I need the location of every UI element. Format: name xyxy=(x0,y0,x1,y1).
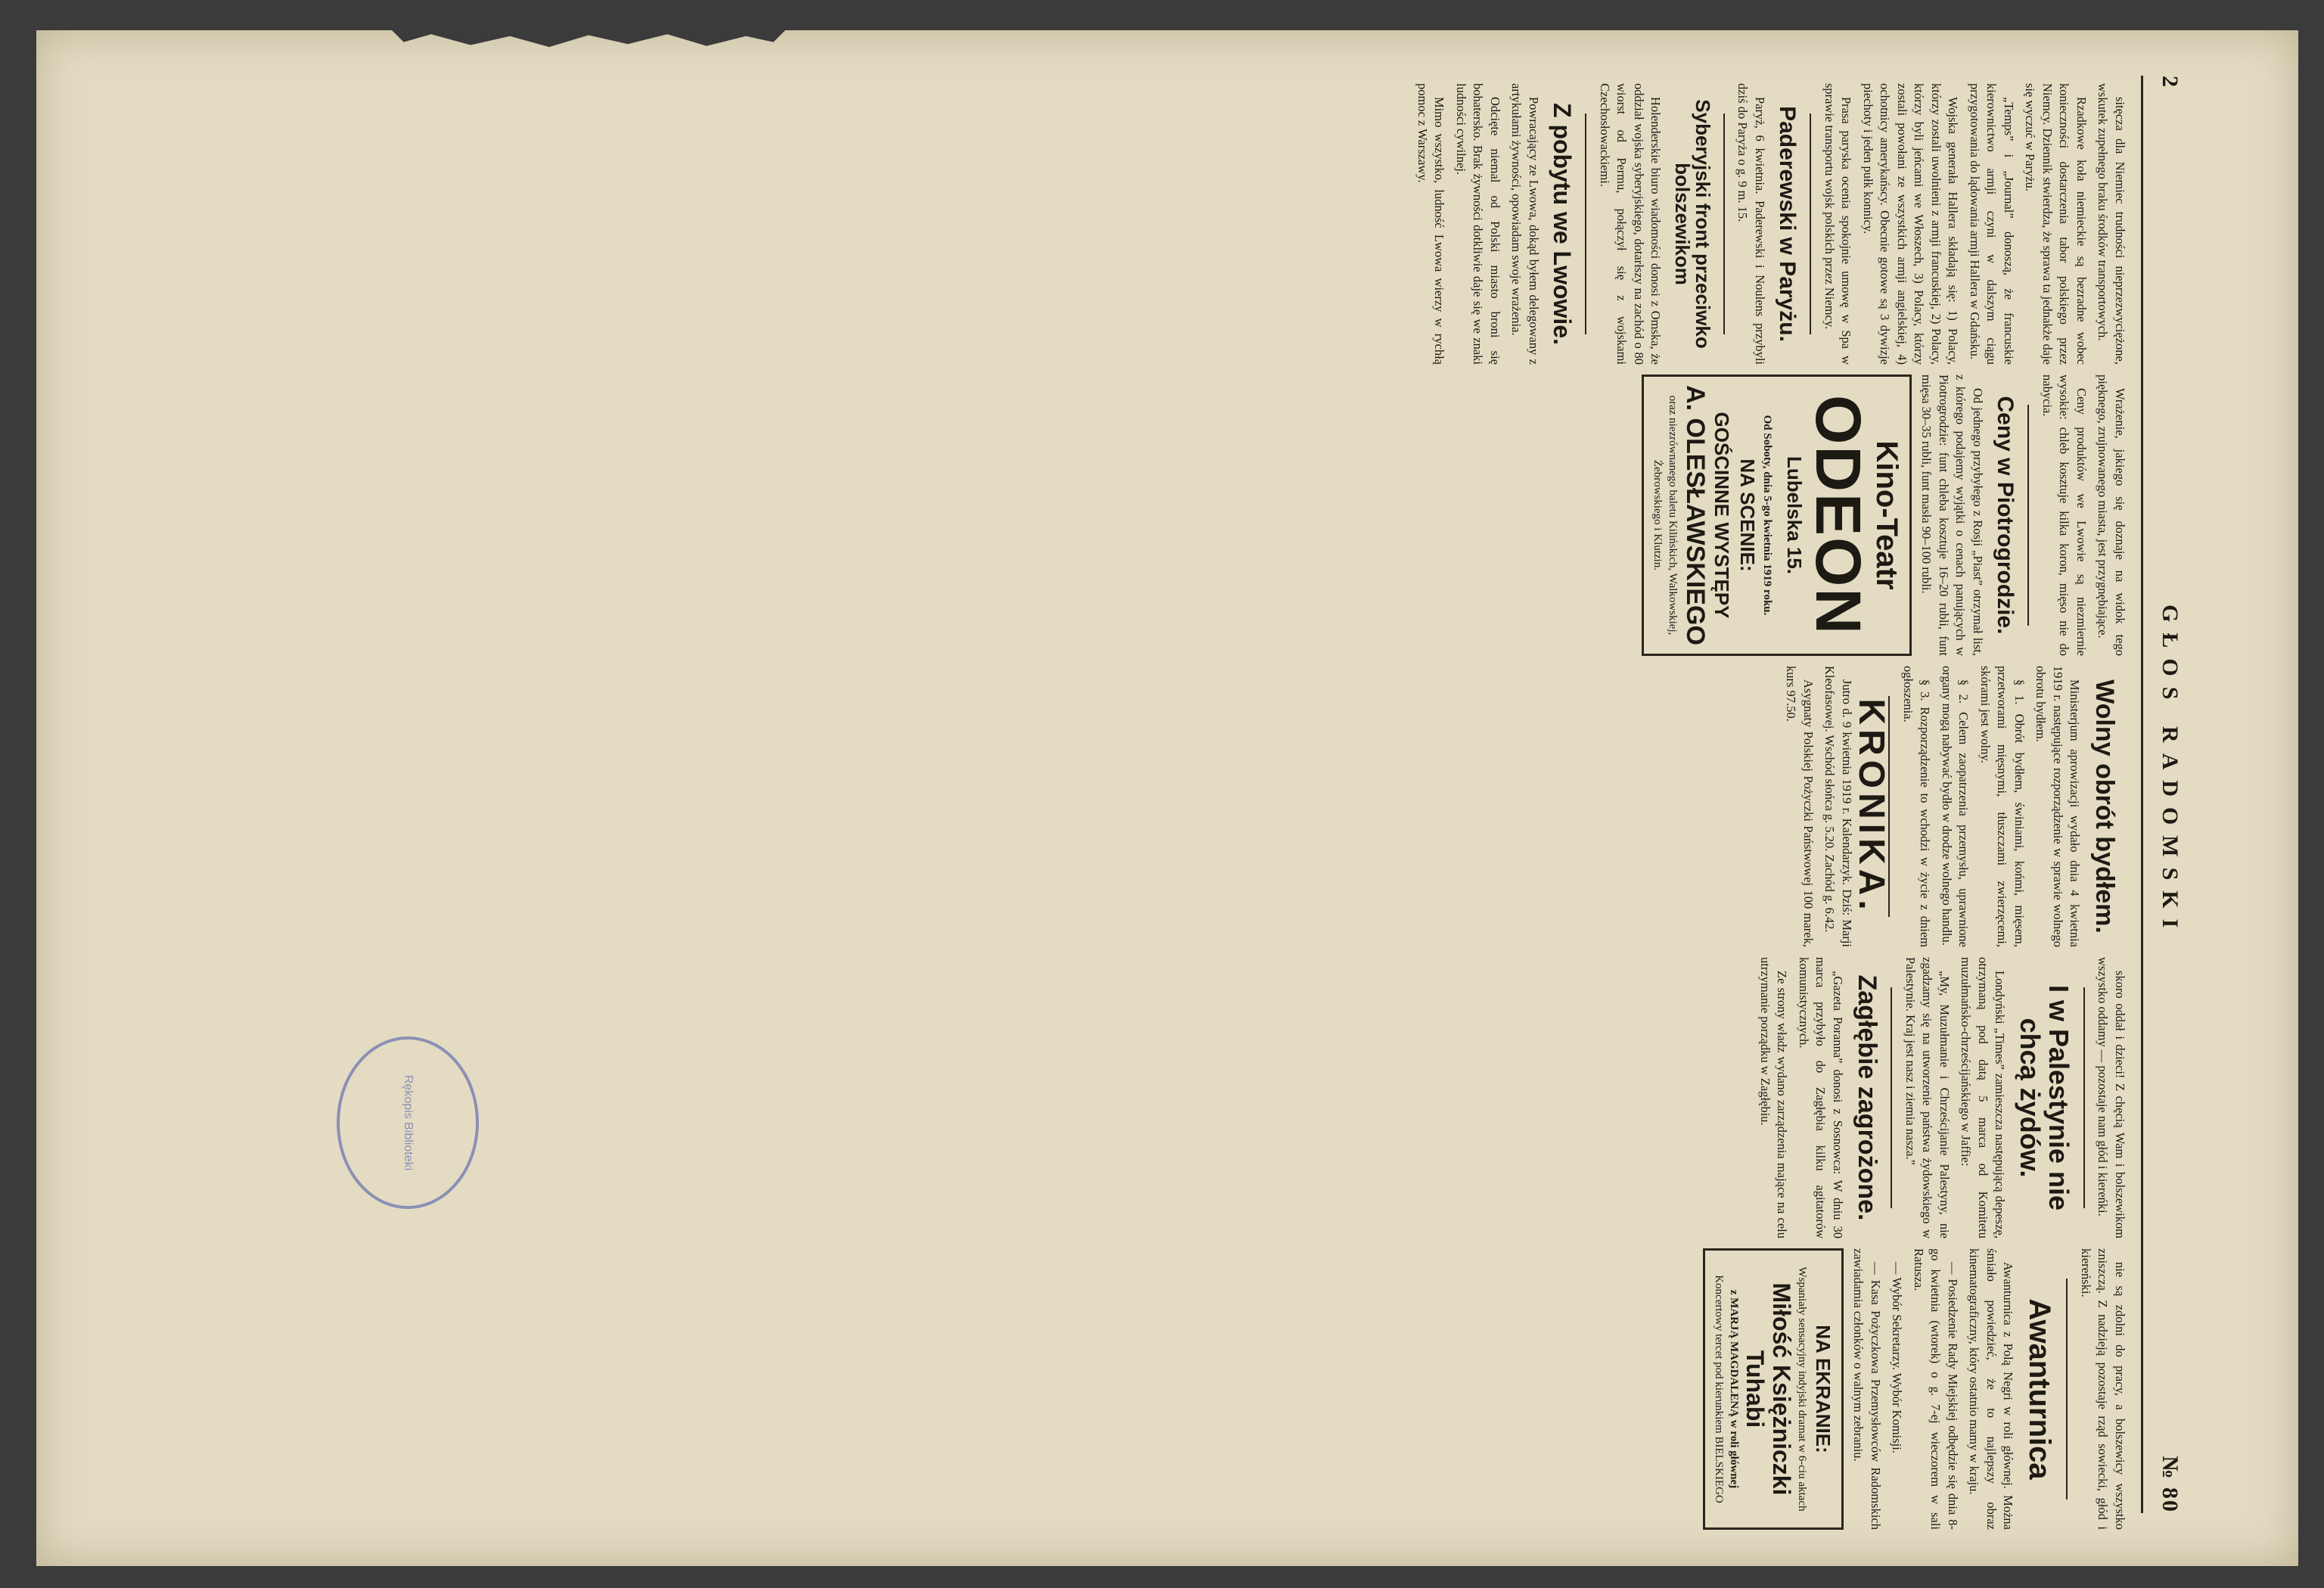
film-advertisement xyxy=(1703,1248,1844,1530)
announcement: — Wybór Sekretarzy. Wybór Komisji. xyxy=(1890,1262,1905,1453)
page-header xyxy=(2147,76,2192,1513)
article-paragraph: Od jednego przybyłego z Rosji „Piast” otrzymał list, z którego podajemy wyjątki o cenach panujących w Piotrogrodzie: funt chleba kosztuje 16–20 rubli, funt mięsa 30–35 rubli, funt masła 90–100 rubli. xyxy=(1919,374,1985,656)
article-paragraph: Ministerjum aprowizacji wydało dnia 4 kwietnia 1919 r. następujące rozporządzenie w sprawie wolnego obrotu bydłem. xyxy=(2034,666,2083,947)
article-paragraph: Odcięte niemal od Polski miasto broni się bohatersko. Brak żywności dotkliwie daje się we znaki ludności cywilnej. xyxy=(1453,83,1502,365)
headline-front: Syberyjski front przeciwko bolszewikom xyxy=(1670,99,1714,349)
article-paragraph: skoro oddał i dzieci! Z chęcią Wam i bolszewikom wszystko oddamy — pozostaje nam głód i kiereńki. xyxy=(2096,957,2127,1238)
article-paragraph: Powracający ze Lwowa, dokąd byłem delegowany z artykułami żywności, opowiadam swoje wrażenia. xyxy=(1509,83,1541,365)
column-5 xyxy=(1703,1248,2128,1530)
ad-band: Koncertowy tercet pod kierunkiem BIELSKIEGO xyxy=(1712,1275,1725,1503)
article-paragraph: Wrażenie, jakiego się doznaje na widok tego pięknego, zrujnowanego miasta, jest przygnębiające. xyxy=(2096,374,2127,656)
divider xyxy=(2067,1279,2068,1499)
article-paragraph: Rzadkowe koła niemieckie są bezradne wobec konieczności dostarczenia tabor polskiego przez Niemcy. Dziennik stwierdza, że sprawa ta jednakże daje się wyczuć w Paryżu. xyxy=(2023,83,2089,365)
article-paragraph: sitęcza dla Niemiec trudności nieprzezwyciężone, wskutek zupełnego braku środków transportowych. xyxy=(2096,83,2127,365)
masthead: GŁOS RADOMSKI xyxy=(2158,604,2183,939)
article-paragraph: Wojska generała Hallera składają się: 1) Polacy, którzy zostali uwolnieni z armji francuskiej, 2) Polacy, którzy byli jeńcami we Włoszech, 3) Polacy, którzy zostali powołani ze wszystkich armji angielskiej, 4) ochotnicy amerykańscy. Obecnie gotowe są 3 dywizje piechoty i jeden pułk konnicy. xyxy=(1861,83,1961,365)
divider xyxy=(1723,113,1725,334)
article-paragraph: Paryż, 6 kwietnia. Paderewski i Noulens przybyli dziś do Paryża o g. 9 m. 15. xyxy=(1735,83,1767,365)
ad-odeon: ODEON xyxy=(1803,394,1874,636)
ad-film-title: Miłość Księżniczki Tuhabi xyxy=(1741,1282,1796,1496)
article-paragraph: § 1. Obrót bydłem, świniami, końmi, mięsem, przetworami mięsnymi, tłuszczami zwierzęcemi, skórami jest wolny. xyxy=(1978,666,2027,947)
article-paragraph: Ceny produktów we Lwowie są niezmiernie wysokie: chleb kosztuje kilka koron, mięso nie do nabycia. xyxy=(2040,374,2089,656)
ad-drama: Wspaniały sensacyjny indyjski dramat w 6-ciu aktach xyxy=(1796,1266,1809,1512)
rotated-page xyxy=(36,30,2298,1566)
column-3 xyxy=(1778,666,2128,947)
cinema-advertisement xyxy=(1642,374,1912,656)
headline-lwow: Z pobytu we Lwowie. xyxy=(1549,103,1577,345)
article-paragraph: nie są zdolni do pracy, a bolszewicy wszystko zniszczą. Z nadzieją pozostaje rząd sowiecki, głód i kiereński. xyxy=(2079,1248,2127,1530)
announcement: — Kasa Pożyczkowa Przemysłowców Radomskich zawiadamia członków o walnym zebraniu. xyxy=(1851,1248,1883,1530)
ad-ekran: NA EKRANIE: xyxy=(1812,1325,1835,1453)
announcement: — Posiedzenie Rady Miejskiej odbędzie się dnia 8-go kwietnia (wtorek) o g. 7-ej wieczorem w sali Ratusza. xyxy=(1912,1248,1960,1530)
headline-zaglebie: Zagłębie zagrożone. xyxy=(1853,974,1882,1221)
divider xyxy=(2083,987,2085,1208)
headline-awanturnica: Awanturnica xyxy=(2023,1298,2057,1480)
article-paragraph: Asygnaty Polskiej Pożyczki Państwowej 100 marek, kurs 97.50. xyxy=(1784,666,1816,947)
ad-kino-teatr: Kino-Teatr xyxy=(1870,440,1903,590)
article-paragraph: Ze strony władz wydano zarządzenia mające na celu utrzymanie porządku w Zagłębiu. xyxy=(1757,957,1790,1238)
ad-star: z MARJĄ MAGDALENĄ w roli głównej xyxy=(1727,1289,1740,1489)
ad-scene: NA SCENIE: xyxy=(1736,458,1760,572)
library-stamp: Rękopis Biblioteki xyxy=(337,1036,479,1209)
article-paragraph: „My, Muzułmanie i Chrześcijanie Palestyny, nie zgadzamy się na utworzenie państwa żydowskiego w Palestynie. Kraj jest nasz i ziemia nasza.” xyxy=(1903,957,1952,1238)
newspaper-sheet xyxy=(36,30,2298,1566)
ad-guest: GOŚCINNE WYSTĘPY xyxy=(1710,412,1734,619)
article-paragraph: Holenderskie biuro wiadomości donosi z Omska, że oddział wojska syberyjskiego, dotarłszy na zachód o 80 wiorst od Permu, połączył się z wojskami Czechosłowackiemi. xyxy=(1597,83,1664,365)
article-paragraph: Londyński „Times” zamieszcza następującą depeszę, otrzymaną pod datą 5 marca od Komitetu muzułmańsko-chrześcijańskiego w Jaffie: xyxy=(1959,957,2008,1238)
ad-premiere: Od Soboty, dnia 5-go kwietnia 1919 roku. xyxy=(1761,415,1774,616)
divider xyxy=(1891,987,1892,1208)
column-2 xyxy=(1642,374,2128,656)
ad-address: Lubelska 15. xyxy=(1783,455,1806,575)
article-paragraph: „Temps” i „Journal” donoszą, że francuskie kierownictwo armji czyni w dalszym ciągu przygotowania do lądowania armji Hallera w Gdańsku. xyxy=(1968,83,2016,365)
header-rule xyxy=(2141,76,2143,1513)
headline-kronika: KRONIKA. xyxy=(1851,698,1892,915)
issue-number: № 80 xyxy=(2158,1456,2183,1513)
ad-performer: A. OLESŁAWSKIEGO xyxy=(1680,385,1710,645)
article-paragraph: Jutro d. 9 kwietnia 1919 r. Kalendarzyk. Dziś: Marji Kleofasowej. Wschód słońca g. 5.20. Zachód g. 6.42. xyxy=(1822,666,1854,947)
headline-bydlo: Wolny obrót bydłem. xyxy=(2090,679,2119,934)
page-number: 2 xyxy=(2158,76,2183,87)
divider xyxy=(2028,405,2030,626)
headline-palestyna: I w Palestynie nie chcą żydów. xyxy=(2015,984,2074,1211)
divider xyxy=(1585,113,1586,334)
article-paragraph: „Gazeta Poranna” donosi z Sosnowca: W dniu 30 marca przybyło do Zagłębia kilku agitatorów komunistycznych. xyxy=(1796,957,1845,1238)
ad-ballet: oraz niezrównanego baletu Kilińskich, Walkowskiej, Żebrowskiego i Klutzin. xyxy=(1651,395,1679,636)
article-paragraph: Mimo wszystko, ludność Lwowa wierzy w rychłą pomoc z Warszawy. xyxy=(1415,83,1447,365)
column-4 xyxy=(1751,957,2128,1238)
article-paragraph: § 2. Celem zaopatrzenia przemysłu, uprawnione organy mogą nabywać bydło w drodze wolnego handlu. xyxy=(1939,666,1971,947)
divider xyxy=(1810,113,1812,334)
article-paragraph: Prasa paryska ocenia spokojnie umowę w Spa w sprawie transportu wojsk polskich przez Niemcy. xyxy=(1822,83,1854,365)
column-1 xyxy=(1409,83,2128,365)
headline-paderewski: Paderewski w Paryżu. xyxy=(1775,106,1800,342)
article-paragraph: Awanturnica z Polą Negri w roli głównej. Można śmiało powiedzieć, że to najlepszy obraz kinematograficzny, który ostatnio mamy w kraju. xyxy=(1967,1248,2016,1530)
article-paragraph: § 3. Rozporządzenie to wchodzi w życie z dniem ogłoszenia. xyxy=(1900,666,1933,947)
headline-ceny: Ceny w Piotrogrodzie. xyxy=(1993,396,2018,635)
